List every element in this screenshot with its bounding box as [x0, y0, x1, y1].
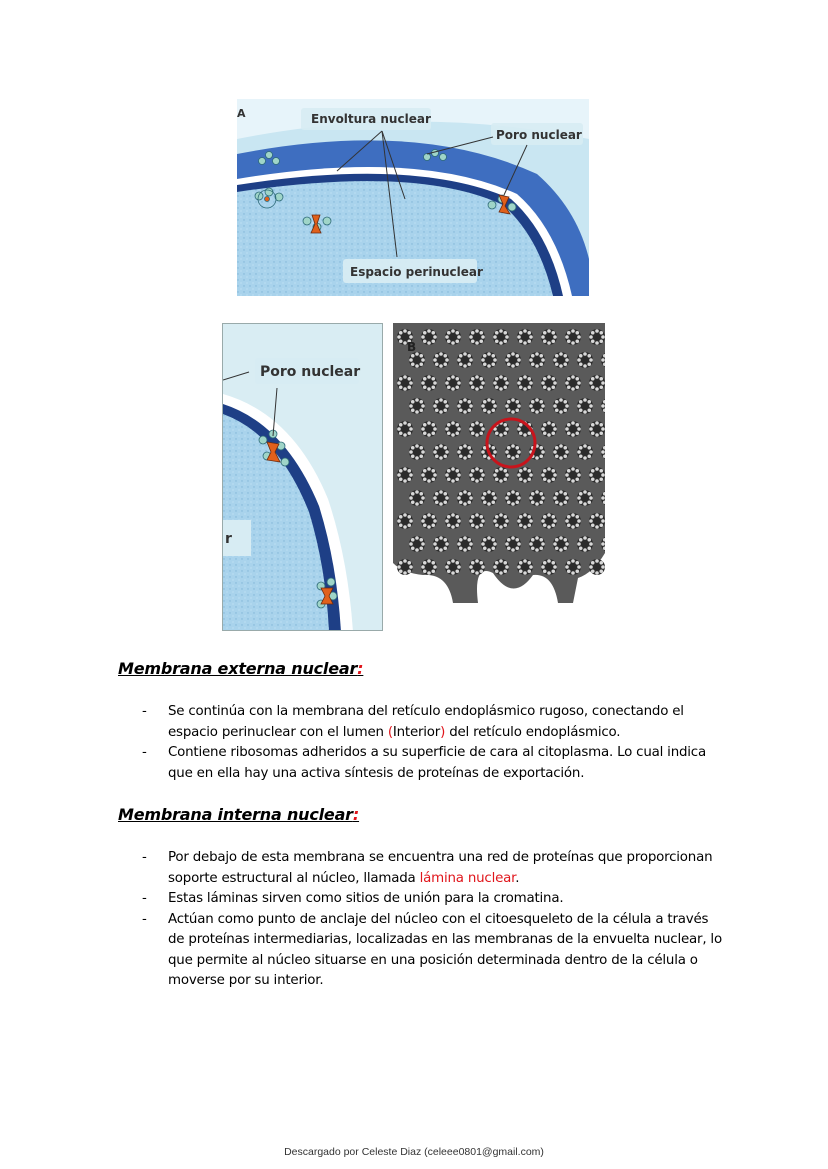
bullet-text: Estas láminas sirven como sitios de unión para la cromatina.	[168, 891, 564, 906]
inset-illustration	[223, 324, 383, 631]
list-item	[142, 910, 722, 992]
figure-a-illustration	[237, 99, 589, 296]
highlight-lamina-nuclear: lámina nuclear	[419, 870, 516, 886]
panel-letter-a: A	[237, 107, 246, 120]
list-item	[142, 889, 722, 910]
label-poro-nuclear: Poro nuclear	[496, 128, 582, 142]
list-item	[142, 702, 722, 743]
inset-partial-label: r	[225, 531, 232, 547]
bullet-text: Se continúa con la membrana del retículo endoplásmico rugoso, conectando el espacio perinuclear con el lumen	[168, 704, 684, 740]
bullet-text: Por debajo de esta membrana se encuentra una red de proteínas que proporcionan soporte estructural al núcleo, llamada	[168, 850, 713, 886]
membrana-externa-list	[142, 702, 722, 784]
section-heading-membrana-externa	[118, 659, 363, 678]
nuclear-pore-inset-figure	[222, 323, 383, 631]
micrograph-figure-b	[393, 323, 605, 603]
label-espacio-perinuclear: Espacio perinuclear	[350, 265, 483, 279]
heading-text: Membrana externa nuclear	[118, 659, 358, 678]
bullet-text: Contiene ribosomas adheridos a su superficie de cara al citoplasma. Lo cual indica que en ella hay una activa síntesis de proteínas de exportación.	[168, 745, 706, 781]
bullet-text: del retículo endoplásmico.	[445, 724, 621, 740]
download-footer: Descargado por Celeste Diaz (celeee0801@gmail.com)	[284, 1146, 544, 1158]
bullet-text-interior: Interior	[392, 724, 441, 740]
list-item	[142, 848, 722, 889]
bullet-text: .	[515, 870, 520, 886]
heading-text: Membrana interna nuclear	[118, 805, 353, 824]
micrograph-image	[393, 323, 605, 603]
nuclear-envelope-figure-a	[237, 99, 589, 296]
bullet-text: Actúan como punto de anclaje del núcleo con el citoesqueleto de la célula a través de proteínas intermediarias, localizadas en las membranas de la envuelta nuclear, lo que permite al núcleo situarse en una posición determinada dentro de la célula o moverse por su interior.	[168, 911, 722, 988]
heading-colon: :	[357, 659, 364, 678]
heading-colon: :	[352, 805, 360, 824]
membrana-interna-list	[142, 848, 722, 992]
list-item	[142, 743, 722, 784]
red-paren-open: (	[387, 724, 393, 740]
label-envoltura-nuclear: Envoltura nuclear	[311, 112, 431, 126]
panel-letter-b: B	[407, 340, 417, 354]
inset-label-poro-nuclear: Poro nuclear	[260, 364, 361, 380]
red-paren-close: )	[440, 724, 446, 740]
section-heading-membrana-interna	[118, 805, 359, 824]
